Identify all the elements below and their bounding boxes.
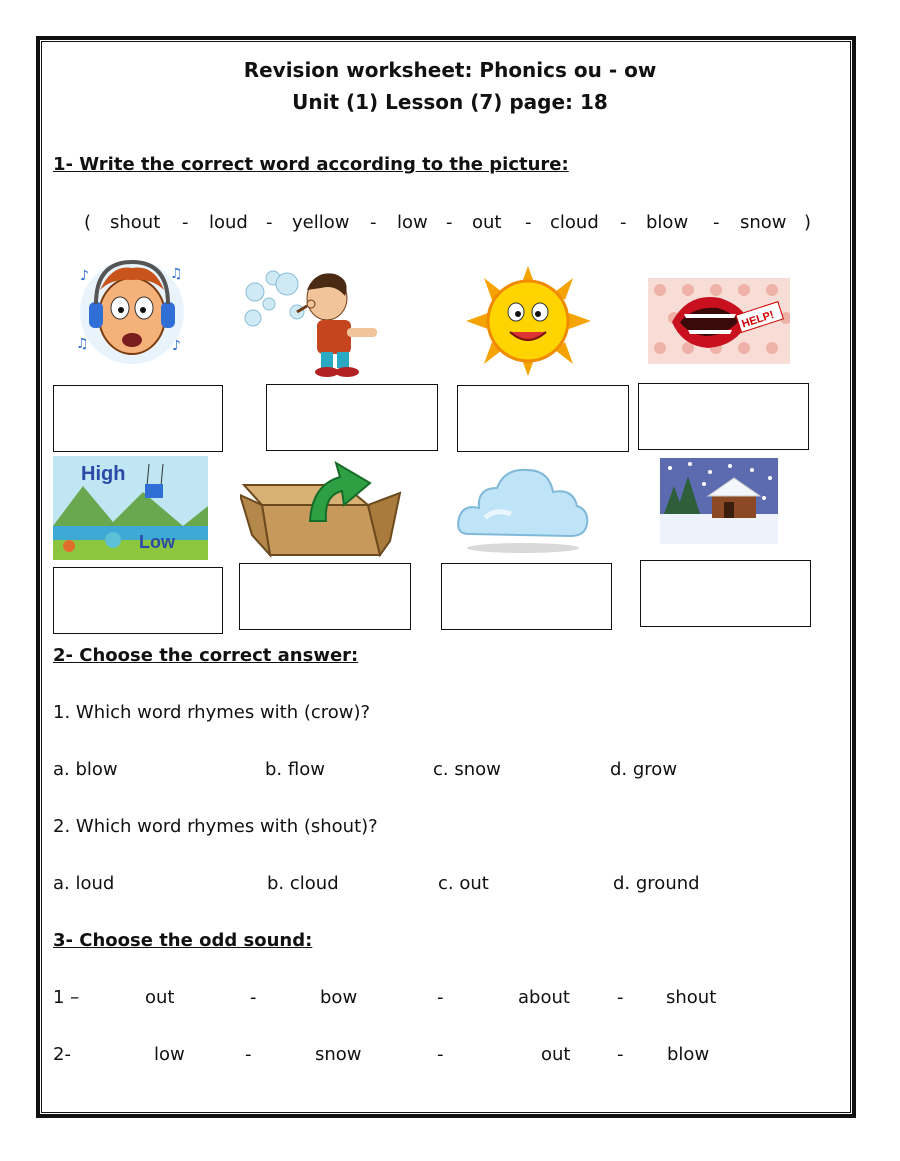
q2-option-d[interactable]: d. ground <box>613 873 700 894</box>
word-bank-item: shout <box>110 212 161 233</box>
dash: - <box>437 987 444 1008</box>
word-bank-sep: - <box>620 212 627 233</box>
q1-option-b[interactable]: b. flow <box>265 759 325 780</box>
row-number: 1 – <box>53 987 80 1008</box>
blow-picture <box>235 262 390 382</box>
q1-option-a[interactable]: a. blow <box>53 759 118 780</box>
answer-box-out[interactable] <box>239 563 411 630</box>
answer-box-blow[interactable] <box>266 384 438 451</box>
word-bank-close-paren: ) <box>804 212 812 233</box>
word-bank-item: snow <box>740 212 787 233</box>
word-bank-sep: - <box>182 212 189 233</box>
word-bank-item: loud <box>209 212 248 233</box>
help-sign-text: HELP! <box>740 308 776 331</box>
word-bank-item: out <box>472 212 502 233</box>
answer-box-sun[interactable] <box>457 385 629 452</box>
row-number: 2- <box>53 1044 71 1065</box>
sun-picture <box>466 266 591 376</box>
odd-word[interactable]: snow <box>315 1044 362 1065</box>
word-bank-sep: - <box>446 212 453 233</box>
answer-box-shout[interactable] <box>53 385 223 452</box>
snow-picture <box>660 458 778 544</box>
word-bank-open-paren: ( <box>84 212 92 233</box>
word-bank-sep: - <box>713 212 720 233</box>
dash: - <box>250 987 257 1008</box>
question-2: 2. Which word rhymes with (shout)? <box>53 816 378 837</box>
low-label: Low <box>139 532 175 552</box>
high-label: High <box>81 463 126 485</box>
odd-word[interactable]: bow <box>320 987 358 1008</box>
q2-option-a[interactable]: a. loud <box>53 873 115 894</box>
svg-text:♪: ♪ <box>172 338 181 354</box>
answer-box-cloud[interactable] <box>441 563 612 630</box>
q2-option-c[interactable]: c. out <box>438 873 489 894</box>
svg-text:♫: ♫ <box>76 336 89 352</box>
word-bank-sep: - <box>266 212 273 233</box>
dash: - <box>245 1044 252 1065</box>
q1-option-d[interactable]: d. grow <box>610 759 678 780</box>
odd-word[interactable]: blow <box>667 1044 710 1065</box>
worksheet-title: Revision worksheet: Phonics ou - ow <box>243 58 657 82</box>
answer-box-snow[interactable] <box>640 560 811 627</box>
odd-word[interactable]: out <box>541 1044 571 1065</box>
word-bank-item: low <box>397 212 428 233</box>
word-bank-sep: - <box>525 212 532 233</box>
answer-box-loud[interactable] <box>638 383 809 450</box>
odd-word[interactable]: shout <box>666 987 717 1008</box>
odd-word[interactable]: about <box>518 987 570 1008</box>
odd-word[interactable]: low <box>154 1044 185 1065</box>
word-bank-item: yellow <box>292 212 350 233</box>
odd-word[interactable]: out <box>145 987 175 1008</box>
worksheet-subtitle: Unit (1) Lesson (7) page: 18 <box>292 90 608 114</box>
word-bank-sep: - <box>370 212 377 233</box>
shout-picture <box>72 250 192 370</box>
dash: - <box>617 1044 624 1065</box>
section2-heading: 2- Choose the correct answer: <box>53 645 359 666</box>
svg-text:♫: ♫ <box>170 266 183 282</box>
q2-option-b[interactable]: b. cloud <box>267 873 339 894</box>
svg-text:♪: ♪ <box>80 268 89 284</box>
word-bank-item: cloud <box>550 212 599 233</box>
question-1: 1. Which word rhymes with (crow)? <box>53 702 371 723</box>
out-box-picture <box>240 455 405 563</box>
word-bank-item: blow <box>646 212 689 233</box>
dash: - <box>617 987 624 1008</box>
q1-option-c[interactable]: c. snow <box>433 759 501 780</box>
section3-heading: 3- Choose the odd sound: <box>53 930 313 951</box>
loud-picture <box>648 278 790 364</box>
answer-box-high-low[interactable] <box>53 567 223 634</box>
high-low-picture <box>53 456 208 560</box>
section1-heading: 1- Write the correct word according to the picture: <box>53 154 569 175</box>
dash: - <box>437 1044 444 1065</box>
cloud-picture <box>455 458 591 558</box>
